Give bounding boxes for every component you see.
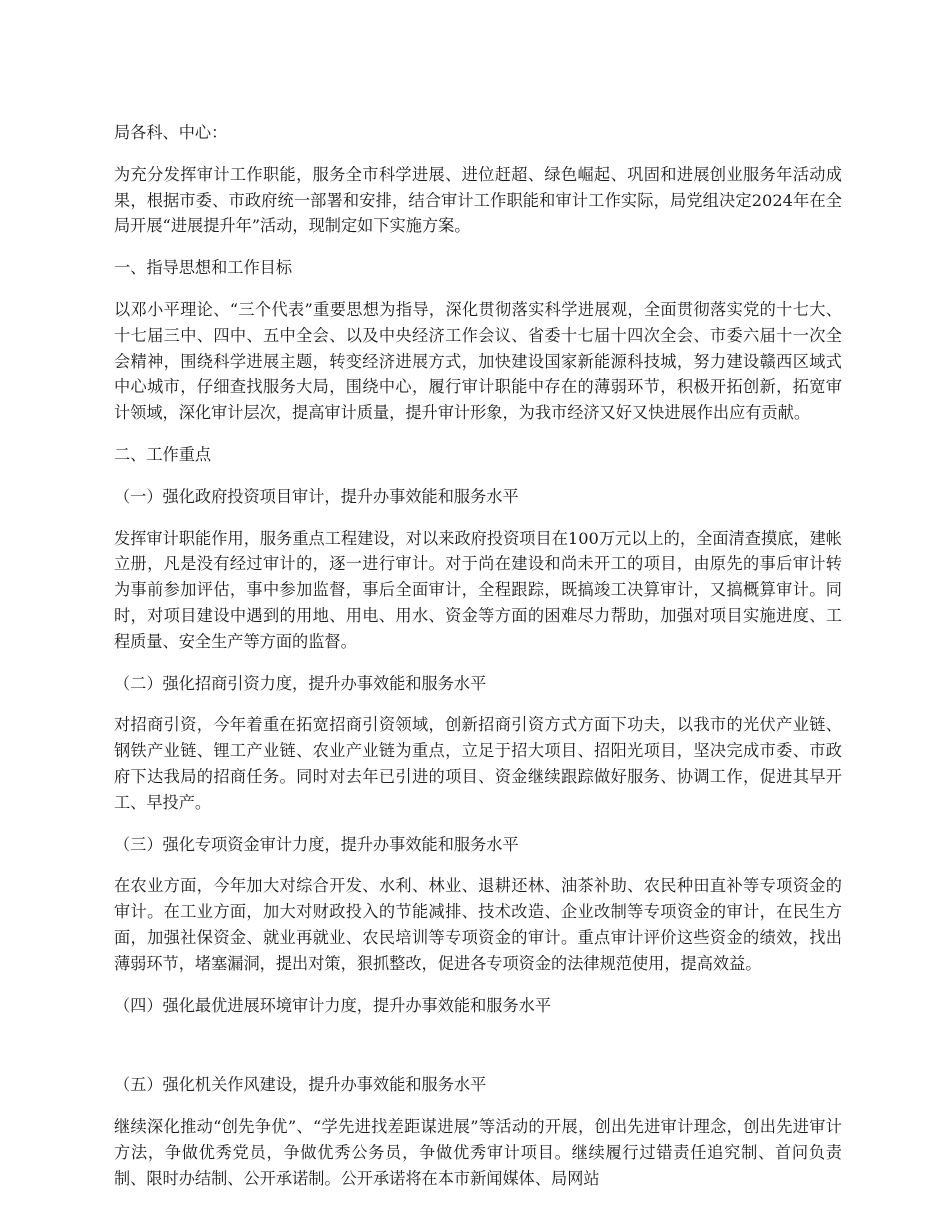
section-heading-key-tasks: 二、工作重点 bbox=[114, 444, 212, 464]
section-body-guiding-principles: 以邓小平理论、“三个代表”重要思想为指导，深化贯彻落实科学进展观，全面贯彻落实党的十七大、十七届三中、四中、五中全会、以及中央经济工作会议、省委十七届十四次全会、市委六届十一次全会精神，围绕科学进展主题，转变经济进展方式，加快建设国家新能源科技城，努力建设赣西区域式中心城市，仔细查找服务大局，围绕中心，履行审计职能中存在的薄弱环节，积极开拓创新，拓宽审计领域，深化审计层次，提高审计质量，提升审计形象，为我市经济又好又快进展作出应有贡献。 bbox=[114, 299, 842, 423]
subsection-heading-4: （四）强化最优进展环境审计力度，提升办事效能和服务水平 bbox=[114, 995, 552, 1015]
subsection-body-3: 在农业方面，今年加大对综合开发、水利、林业、退耕还林、油茶补助、农民种田直补等专项资金的审计。在工业方面，加大对财政投入的节能减排、技术改造、企业改制等专项资金的审计，在民生方面，加强社保资金、就业再就业、农民培训等专项资金的审计。重点审计评价这些资金的绩效，找出薄弱环节，堵塞漏洞，提出对策，狠抓整改，促进各专项资金的法律规范使用，提高效益。 bbox=[114, 876, 842, 973]
subsection-heading-2: （二）强化招商引资力度，提升办事效能和服务水平 bbox=[114, 673, 487, 693]
section-heading-guiding-principles: 一、指导思想和工作目标 bbox=[114, 258, 293, 278]
subsection-body-1: 发挥审计职能作用，服务重点工程建设，对以来政府投资项目在100万元以上的，全面清查摸底，建帐立册，凡是没有经过审计的，逐一进行审计。对于尚在建设和尚未开工的项目，由原先的事后审计转为事前参加评估，事中参加监督，事后全面审计，全程跟踪，既搞竣工决算审计，又搞概算审计。同时，对项目建设中遇到的用地、用电、用水、资金等方面的困难尽力帮助，加强对项目实施进度、工程质量、安全生产等方面的监督。 bbox=[114, 528, 842, 651]
subsection-heading-3: （三）强化专项资金审计力度，提升办事效能和服务水平 bbox=[114, 834, 519, 854]
subsection-heading-1: （一）强化政府投资项目审计，提升办事效能和服务水平 bbox=[114, 486, 519, 506]
salutation: 局各科、中心： bbox=[114, 123, 228, 142]
document-page bbox=[114, 120, 842, 1192]
subsection-body-5: 继续深化推动“创先争优”、“学先进找差距谋进展”等活动的开展，创出先进审计理念，创出先进审计方法，争做优秀党员，争做优秀公务员，争做优秀审计项目。继续履行过错责任追究制、首问负责制、限时办结制、公开承诺制。公开承诺将在本市新闻媒体、局网站 bbox=[114, 1117, 842, 1188]
subsection-body-2: 对招商引资，今年着重在拓宽招商引资领域，创新招商引资方式方面下功夫，以我市的光伏产业链、钢铁产业链、锂工产业链、农业产业链为重点，立足于招大项目、招阳光项目，坚决完成市委、市政府下达我局的招商任务。同时对去年已引进的项目、资金继续跟踪做好服务、协调工作，促进其早开工、早投产。 bbox=[114, 715, 842, 812]
intro-paragraph: 为充分发挥审计工作职能，服务全市科学进展、进位赶超、绿色崛起、巩固和进展创业服务年活动成果，根据市委、市政府统一部署和安排，结合审计工作职能和审计工作实际，局党组决定2024年在全局开展“进展提升年”活动，现制定如下实施方案。 bbox=[114, 164, 842, 236]
subsection-heading-5: （五）强化机关作风建设，提升办事效能和服务水平 bbox=[114, 1075, 487, 1095]
